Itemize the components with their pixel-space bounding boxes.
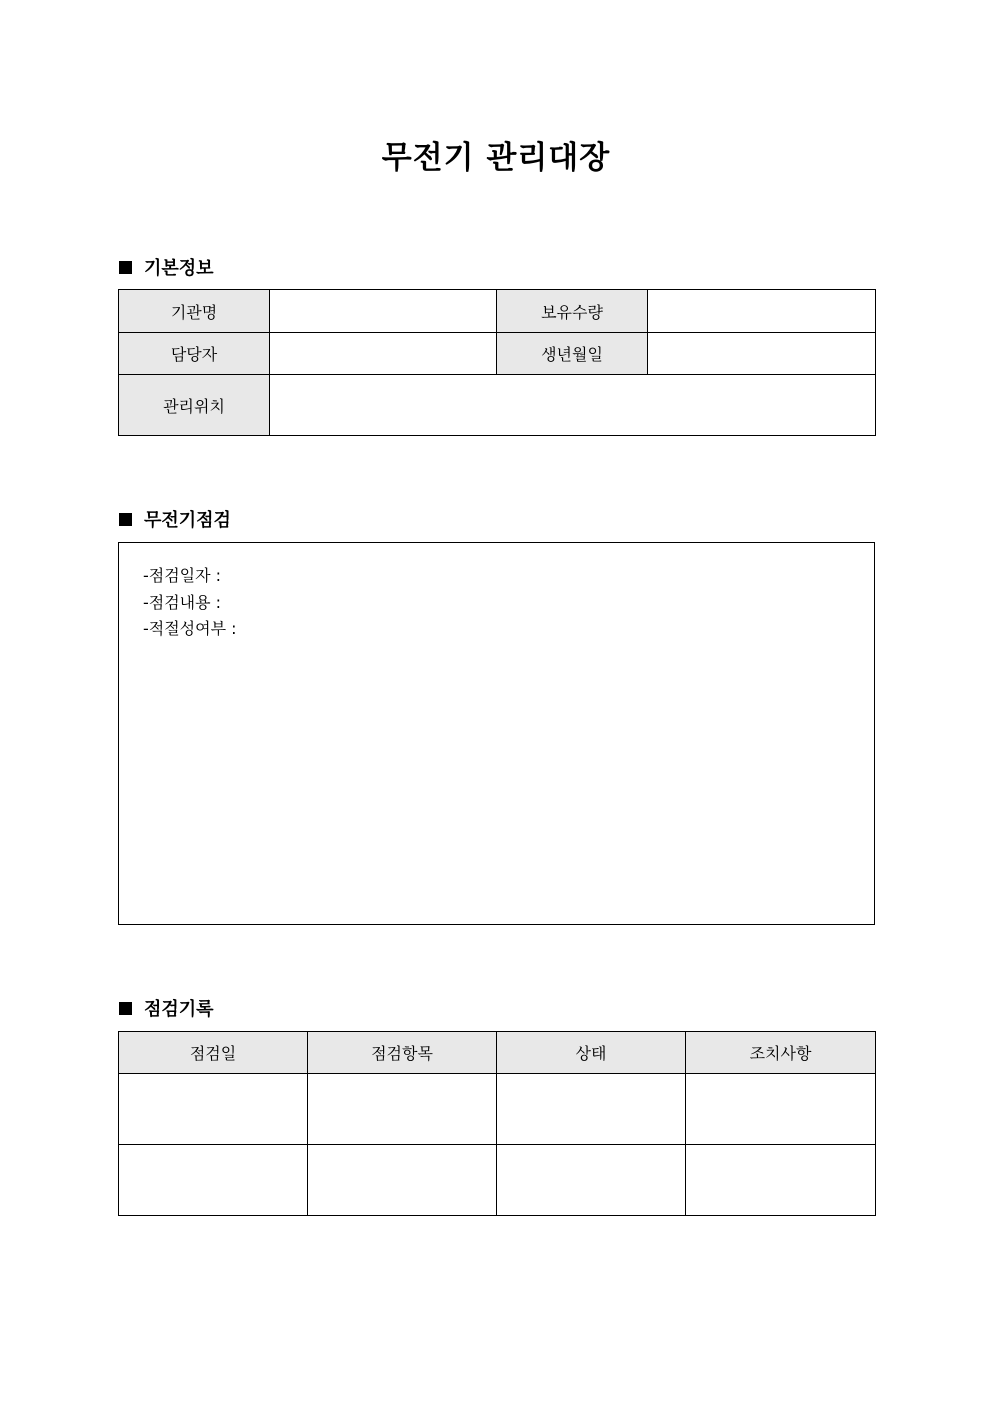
- table-row: [119, 1074, 876, 1145]
- record-item-cell[interactable]: [308, 1145, 497, 1216]
- record-action-cell[interactable]: [686, 1074, 876, 1145]
- square-bullet-icon: [119, 1002, 132, 1015]
- birthdate-field[interactable]: [648, 333, 876, 375]
- records-header-row: [119, 1032, 876, 1074]
- column-header-status: 상태: [497, 1032, 686, 1074]
- record-date-cell[interactable]: [119, 1074, 308, 1145]
- manager-label: 담당자: [119, 333, 270, 375]
- inspection-heading-label: 무전기점검: [144, 510, 231, 531]
- inspection-adequacy-line: -적절성여부 :: [143, 619, 237, 638]
- inspection-heading: [119, 506, 231, 532]
- square-bullet-icon: [119, 261, 132, 274]
- basic-info-table: [118, 289, 876, 436]
- record-date-cell[interactable]: [119, 1145, 308, 1216]
- record-status-cell[interactable]: [497, 1145, 686, 1216]
- inspection-lines: [143, 563, 237, 643]
- org-name-field[interactable]: [270, 290, 497, 333]
- column-header-item: 점검항목: [308, 1032, 497, 1074]
- quantity-field[interactable]: [648, 290, 876, 333]
- records-heading-label: 점검기록: [144, 999, 214, 1020]
- table-row: [119, 1145, 876, 1216]
- inspection-box[interactable]: [118, 542, 875, 925]
- records-heading: [119, 995, 214, 1021]
- quantity-label: 보유수량: [497, 290, 648, 333]
- record-status-cell[interactable]: [497, 1074, 686, 1145]
- record-action-cell[interactable]: [686, 1145, 876, 1216]
- records-table: [118, 1031, 876, 1216]
- inspection-content-line: -점검내용 :: [143, 592, 222, 612]
- basic-info-row: [119, 333, 876, 375]
- org-name-label: 기관명: [119, 290, 270, 333]
- basic-info-heading-label: 기본정보: [144, 258, 214, 279]
- column-header-date: 점검일: [119, 1032, 308, 1074]
- birthdate-label: 생년월일: [497, 333, 648, 375]
- location-field[interactable]: [270, 375, 876, 436]
- basic-info-heading: [119, 254, 214, 280]
- manager-field[interactable]: [270, 333, 497, 375]
- basic-info-row: [119, 375, 876, 436]
- document-title: 무전기 관리대장: [381, 140, 611, 176]
- square-bullet-icon: [119, 513, 132, 526]
- record-item-cell[interactable]: [308, 1074, 497, 1145]
- location-label: 관리위치: [119, 375, 270, 436]
- column-header-action: 조치사항: [686, 1032, 876, 1074]
- basic-info-row: [119, 290, 876, 333]
- inspection-date-line: -점검일자 :: [143, 566, 222, 585]
